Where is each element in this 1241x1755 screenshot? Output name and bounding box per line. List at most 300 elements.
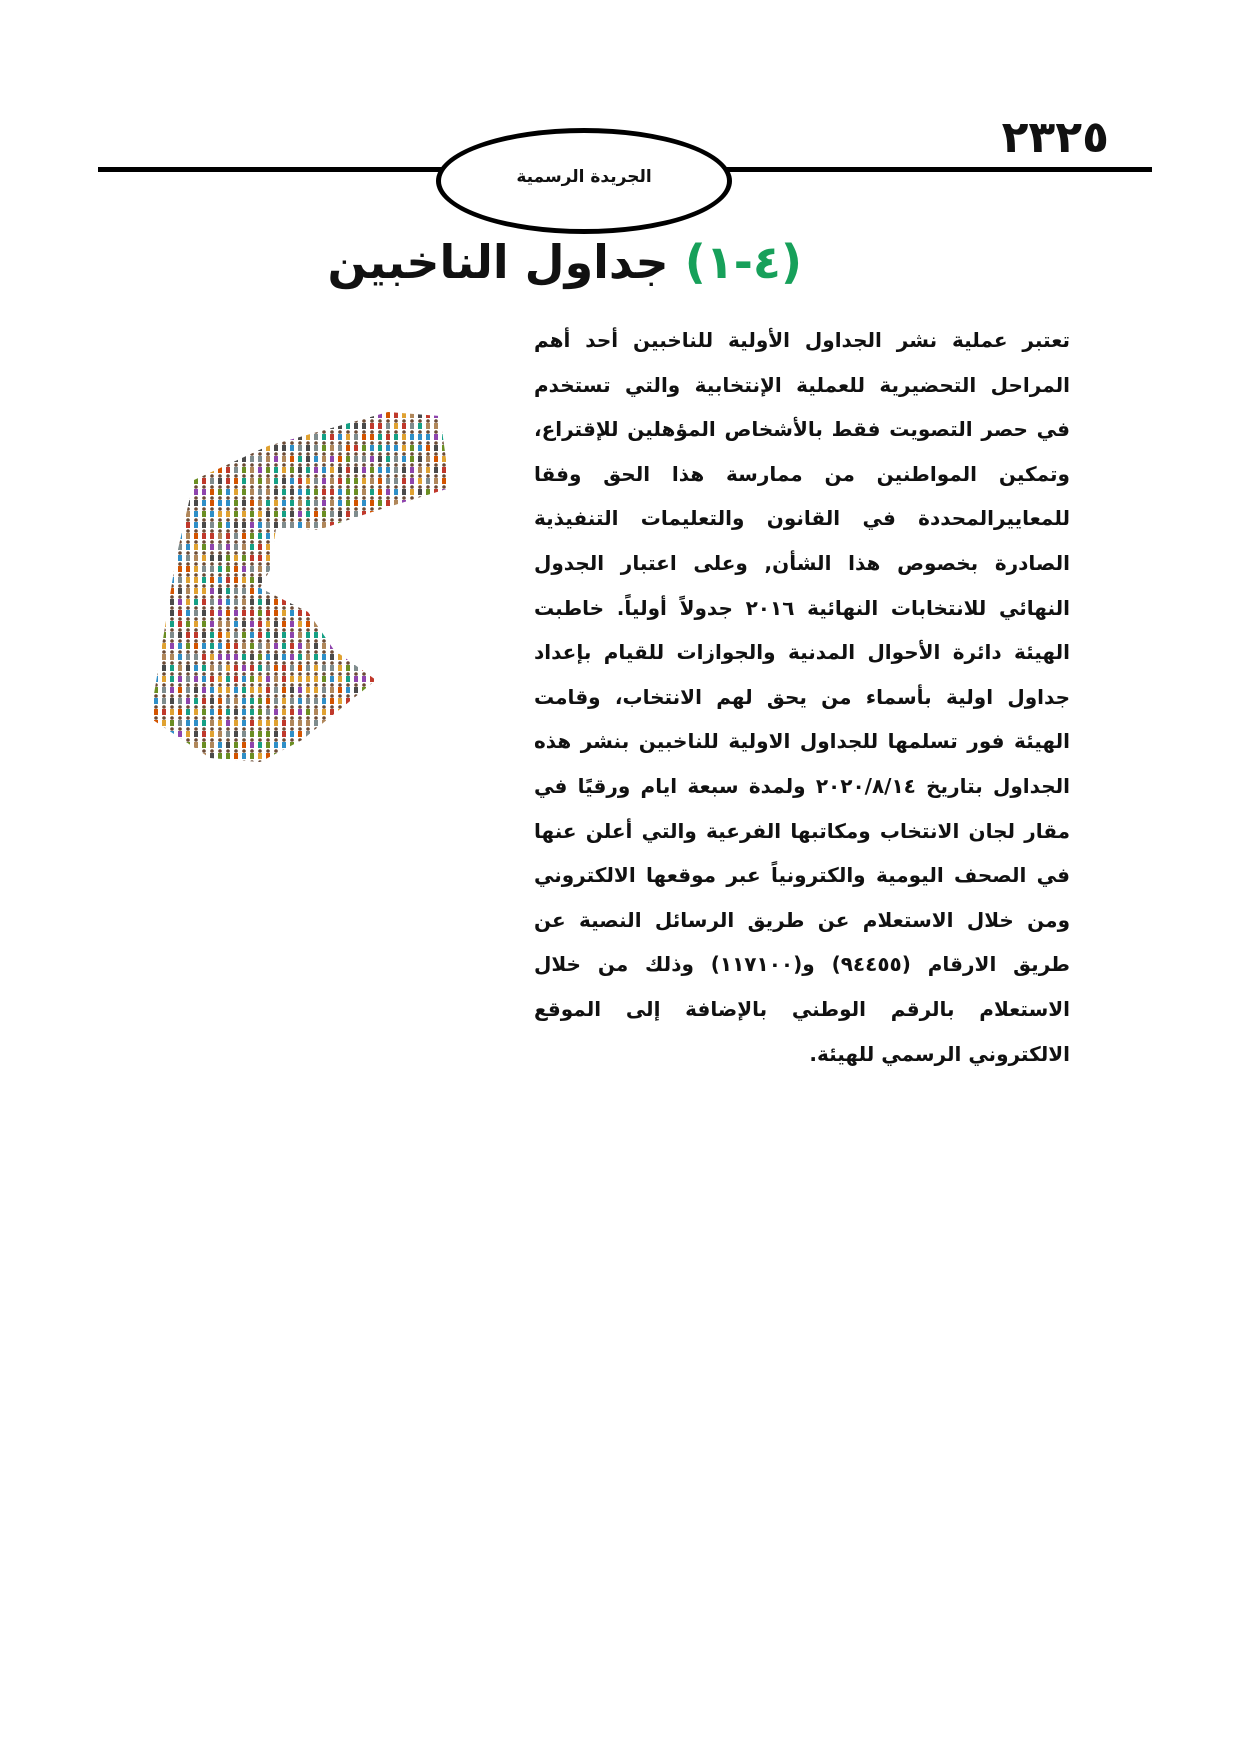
crowd-person <box>218 683 222 693</box>
crowd-person <box>410 496 414 506</box>
crowd-person <box>290 551 294 561</box>
crowd-person <box>394 727 398 737</box>
crowd-person <box>458 716 462 726</box>
crowd-person <box>450 595 454 605</box>
crowd-person <box>338 595 342 605</box>
crowd-person <box>258 705 262 715</box>
crowd-person <box>242 430 246 440</box>
crowd-person <box>186 639 190 649</box>
crowd-person <box>266 628 270 638</box>
crowd-person <box>378 716 382 726</box>
section-number: (٤-١) <box>684 235 802 289</box>
crowd-person <box>378 760 382 770</box>
crowd-person <box>274 683 278 693</box>
crowd-person <box>258 672 262 682</box>
crowd-person <box>266 672 270 682</box>
crowd-person <box>170 639 174 649</box>
crowd-person <box>338 672 342 682</box>
crowd-person <box>202 694 206 704</box>
crowd-person <box>402 573 406 583</box>
crowd-person <box>426 650 430 660</box>
crowd-person <box>450 617 454 627</box>
crowd-person <box>346 650 350 660</box>
crowd-person <box>330 529 334 539</box>
crowd-person <box>330 672 334 682</box>
crowd-person <box>186 474 190 484</box>
crowd-person <box>282 529 286 539</box>
crowd-person <box>178 727 182 737</box>
crowd-person <box>242 683 246 693</box>
crowd-person <box>194 463 198 473</box>
crowd-person <box>306 474 310 484</box>
crowd-person <box>210 683 214 693</box>
crowd-person <box>458 749 462 759</box>
crowd-person <box>450 760 454 770</box>
crowd-person <box>226 474 230 484</box>
crowd-person <box>162 628 166 638</box>
crowd-person <box>338 661 342 671</box>
crowd-person <box>322 727 326 737</box>
crowd-person <box>426 760 430 770</box>
crowd-person <box>378 463 382 473</box>
crowd-person <box>266 573 270 583</box>
crowd-person <box>170 672 174 682</box>
crowd-person <box>178 551 182 561</box>
crowd-person <box>282 419 286 429</box>
crowd-person <box>442 650 446 660</box>
crowd-person <box>266 639 270 649</box>
crowd-person <box>266 540 270 550</box>
crowd-person <box>434 694 438 704</box>
crowd-person <box>338 507 342 517</box>
crowd-person <box>362 628 366 638</box>
crowd-person <box>178 562 182 572</box>
crowd-person <box>170 694 174 704</box>
crowd-person <box>450 419 454 429</box>
section-heading <box>327 222 802 302</box>
crowd-person <box>426 683 430 693</box>
crowd-person <box>306 617 310 627</box>
crowd-person <box>426 694 430 704</box>
crowd-person <box>370 452 374 462</box>
crowd-person <box>346 430 350 440</box>
crowd-person <box>210 606 214 616</box>
crowd-person <box>306 452 310 462</box>
crowd-person <box>282 551 286 561</box>
crowd-person <box>282 639 286 649</box>
crowd-person <box>154 650 158 660</box>
crowd-person <box>306 595 310 605</box>
crowd-person <box>426 661 430 671</box>
crowd-person <box>442 595 446 605</box>
crowd-person <box>378 496 382 506</box>
crowd-person <box>194 529 198 539</box>
crowd-person <box>194 485 198 495</box>
crowd-person <box>194 540 198 550</box>
crowd-person <box>218 727 222 737</box>
crowd-person <box>242 518 246 528</box>
crowd-person <box>170 584 174 594</box>
crowd-person <box>202 584 206 594</box>
crowd-person <box>314 716 318 726</box>
crowd-person <box>434 507 438 517</box>
crowd-person <box>338 551 342 561</box>
crowd-person <box>354 606 358 616</box>
crowd-person <box>346 540 350 550</box>
crowd-person <box>346 474 350 484</box>
crowd-person <box>154 749 158 759</box>
crowd-person <box>146 529 150 539</box>
crowd-person <box>290 408 294 418</box>
crowd-person <box>442 430 446 440</box>
crowd-person <box>226 661 230 671</box>
crowd-person <box>314 628 318 638</box>
crowd-person <box>394 749 398 759</box>
crowd-person <box>370 617 374 627</box>
crowd-person <box>386 485 390 495</box>
crowd-person <box>298 584 302 594</box>
crowd-person <box>386 650 390 660</box>
crowd-person <box>242 562 246 572</box>
crowd-person <box>210 617 214 627</box>
crowd-person <box>250 529 254 539</box>
crowd-person <box>410 606 414 616</box>
crowd-person <box>234 419 238 429</box>
crowd-person <box>402 441 406 451</box>
crowd-person <box>290 584 294 594</box>
crowd-person <box>386 628 390 638</box>
crowd-person <box>354 430 358 440</box>
crowd-person <box>410 507 414 517</box>
crowd-person <box>306 760 310 770</box>
crowd-person <box>250 661 254 671</box>
crowd-person <box>266 551 270 561</box>
crowd-person <box>354 661 358 671</box>
crowd-person <box>234 683 238 693</box>
crowd-person <box>394 518 398 528</box>
crowd-person <box>218 485 222 495</box>
crowd-person <box>146 452 150 462</box>
crowd-person <box>458 430 462 440</box>
crowd-person <box>154 441 158 451</box>
crowd-person <box>290 452 294 462</box>
crowd-person <box>146 661 150 671</box>
crowd-person <box>450 496 454 506</box>
crowd-person <box>274 694 278 704</box>
crowd-person <box>226 573 230 583</box>
crowd-person <box>322 408 326 418</box>
crowd-person <box>386 716 390 726</box>
crowd-person <box>146 694 150 704</box>
crowd-person <box>450 628 454 638</box>
crowd-person <box>162 573 166 583</box>
crowd-person <box>242 507 246 517</box>
crowd-person <box>290 573 294 583</box>
crowd-person <box>266 529 270 539</box>
crowd-person <box>354 617 358 627</box>
crowd-person <box>266 738 270 748</box>
crowd-person <box>394 485 398 495</box>
crowd-person <box>250 463 254 473</box>
crowd-person <box>442 441 446 451</box>
crowd-person <box>410 474 414 484</box>
crowd-person <box>418 760 422 770</box>
crowd-person <box>178 617 182 627</box>
crowd-person <box>290 683 294 693</box>
crowd-person <box>258 606 262 616</box>
crowd-person <box>218 408 222 418</box>
crowd-person <box>218 705 222 715</box>
crowd-person <box>154 529 158 539</box>
crowd-person <box>154 474 158 484</box>
crowd-person <box>394 617 398 627</box>
crowd-person <box>194 430 198 440</box>
crowd-person <box>146 617 150 627</box>
crowd-person <box>386 694 390 704</box>
crowd-person <box>250 716 254 726</box>
crowd-person <box>274 408 278 418</box>
crowd-person <box>370 727 374 737</box>
crowd-person <box>274 430 278 440</box>
crowd-person <box>418 551 422 561</box>
crowd-person <box>146 463 150 473</box>
crowd-person <box>162 716 166 726</box>
crowd-person <box>458 661 462 671</box>
crowd-person <box>354 595 358 605</box>
crowd-person <box>450 727 454 737</box>
crowd-person <box>394 474 398 484</box>
crowd-person <box>250 595 254 605</box>
crowd-person <box>362 749 366 759</box>
crowd-person <box>218 573 222 583</box>
crowd-person <box>290 419 294 429</box>
crowd-person <box>202 617 206 627</box>
crowd-person <box>418 716 422 726</box>
crowd-person <box>186 595 190 605</box>
crowd-person <box>378 551 382 561</box>
crowd-person <box>322 650 326 660</box>
crowd-person <box>258 474 262 484</box>
crowd-person <box>146 485 150 495</box>
crowd-person <box>154 551 158 561</box>
crowd-person <box>146 562 150 572</box>
crowd-person <box>234 441 238 451</box>
crowd-person <box>298 518 302 528</box>
crowd-person <box>202 661 206 671</box>
crowd-person <box>266 408 270 418</box>
crowd-person <box>442 452 446 462</box>
crowd-person <box>250 606 254 616</box>
crowd-person <box>450 738 454 748</box>
crowd-person <box>394 683 398 693</box>
crowd-person <box>346 408 350 418</box>
crowd-person <box>210 595 214 605</box>
crowd-person <box>330 760 334 770</box>
crowd-person <box>362 529 366 539</box>
crowd-person <box>154 584 158 594</box>
crowd-person <box>146 639 150 649</box>
crowd-person <box>378 562 382 572</box>
crowd-person <box>322 628 326 638</box>
crowd-person <box>354 683 358 693</box>
crowd-person <box>314 650 318 660</box>
crowd-person <box>346 749 350 759</box>
crowd-person <box>274 584 278 594</box>
crowd-person <box>442 540 446 550</box>
crowd-person <box>386 595 390 605</box>
crowd-person <box>370 760 374 770</box>
crowd-person <box>426 496 430 506</box>
crowd-person <box>450 661 454 671</box>
crowd-person <box>242 408 246 418</box>
crowd-person <box>226 727 230 737</box>
crowd-person <box>434 595 438 605</box>
crowd-person <box>362 760 366 770</box>
crowd-person <box>370 672 374 682</box>
crowd-person <box>354 760 358 770</box>
crowd-person <box>194 727 198 737</box>
crowd-person <box>314 617 318 627</box>
crowd-person <box>410 650 414 660</box>
crowd-person <box>186 562 190 572</box>
crowd-person <box>330 705 334 715</box>
crowd-person <box>442 551 446 561</box>
crowd-person <box>354 463 358 473</box>
crowd-person <box>298 507 302 517</box>
crowd-person <box>394 408 398 418</box>
crowd-person <box>418 694 422 704</box>
crowd-person <box>290 606 294 616</box>
crowd-person <box>402 551 406 561</box>
crowd-person <box>146 705 150 715</box>
crowd-person <box>346 452 350 462</box>
crowd-person <box>146 716 150 726</box>
crowd-person <box>442 529 446 539</box>
crowd-person <box>258 485 262 495</box>
crowd-person <box>354 749 358 759</box>
crowd-person <box>154 463 158 473</box>
crowd-person <box>434 452 438 462</box>
crowd-person <box>354 408 358 418</box>
crowd-person <box>402 463 406 473</box>
crowd-person <box>234 463 238 473</box>
crowd-person <box>274 496 278 506</box>
crowd-person <box>194 716 198 726</box>
crowd-person <box>162 705 166 715</box>
crowd-person <box>322 672 326 682</box>
crowd-person <box>178 683 182 693</box>
crowd-person <box>418 496 422 506</box>
crowd-person <box>306 584 310 594</box>
crowd-person <box>186 518 190 528</box>
crowd-person <box>202 419 206 429</box>
crowd-person <box>386 606 390 616</box>
crowd-person <box>154 628 158 638</box>
crowd-person <box>458 562 462 572</box>
crowd-person <box>346 694 350 704</box>
crowd-person <box>178 496 182 506</box>
crowd-person <box>314 672 318 682</box>
crowd-person <box>354 573 358 583</box>
crowd-person <box>178 672 182 682</box>
crowd-person <box>290 595 294 605</box>
crowd-person <box>362 617 366 627</box>
crowd-person <box>162 441 166 451</box>
crowd-person <box>338 452 342 462</box>
crowd-person <box>338 606 342 616</box>
crowd-person <box>426 474 430 484</box>
crowd-person <box>210 430 214 440</box>
crowd-person <box>186 573 190 583</box>
crowd-person <box>290 705 294 715</box>
crowd-person <box>274 606 278 616</box>
crowd-person <box>186 584 190 594</box>
crowd-person <box>450 430 454 440</box>
crowd-person <box>202 529 206 539</box>
crowd-person <box>362 672 366 682</box>
crowd-person <box>354 650 358 660</box>
crowd-person <box>322 606 326 616</box>
crowd-person <box>258 617 262 627</box>
crowd-person <box>370 441 374 451</box>
crowd-person <box>194 639 198 649</box>
crowd-person <box>306 716 310 726</box>
crowd-person <box>306 628 310 638</box>
crowd-person <box>322 507 326 517</box>
crowd-person <box>322 441 326 451</box>
crowd-person <box>226 760 230 770</box>
crowd-person <box>426 628 430 638</box>
crowd-person <box>250 683 254 693</box>
crowd-person <box>434 441 438 451</box>
crowd-person <box>450 507 454 517</box>
crowd-person <box>194 474 198 484</box>
crowd-person <box>330 441 334 451</box>
crowd-person <box>338 650 342 660</box>
crowd-person <box>298 463 302 473</box>
crowd-person <box>386 727 390 737</box>
crowd-person <box>426 749 430 759</box>
crowd-person <box>322 617 326 627</box>
crowd-person <box>266 650 270 660</box>
crowd-person <box>410 584 414 594</box>
crowd-person <box>194 705 198 715</box>
crowd-person <box>146 760 150 770</box>
crowd-person <box>234 496 238 506</box>
crowd-person <box>370 749 374 759</box>
crowd-person <box>306 441 310 451</box>
crowd-person <box>450 606 454 616</box>
crowd-person <box>418 562 422 572</box>
crowd-person <box>370 716 374 726</box>
crowd-person <box>402 595 406 605</box>
crowd-person <box>162 727 166 737</box>
crowd-person <box>234 727 238 737</box>
crowd-person <box>146 683 150 693</box>
crowd-person <box>202 595 206 605</box>
crowd-person <box>330 738 334 748</box>
crowd-person <box>394 551 398 561</box>
crowd-person <box>178 452 182 462</box>
crowd-person <box>378 683 382 693</box>
crowd-person <box>362 507 366 517</box>
crowd-person <box>442 738 446 748</box>
crowd-person <box>330 452 334 462</box>
crowd-person <box>170 749 174 759</box>
crowd-person <box>266 474 270 484</box>
crowd-person <box>434 419 438 429</box>
crowd-person <box>306 683 310 693</box>
